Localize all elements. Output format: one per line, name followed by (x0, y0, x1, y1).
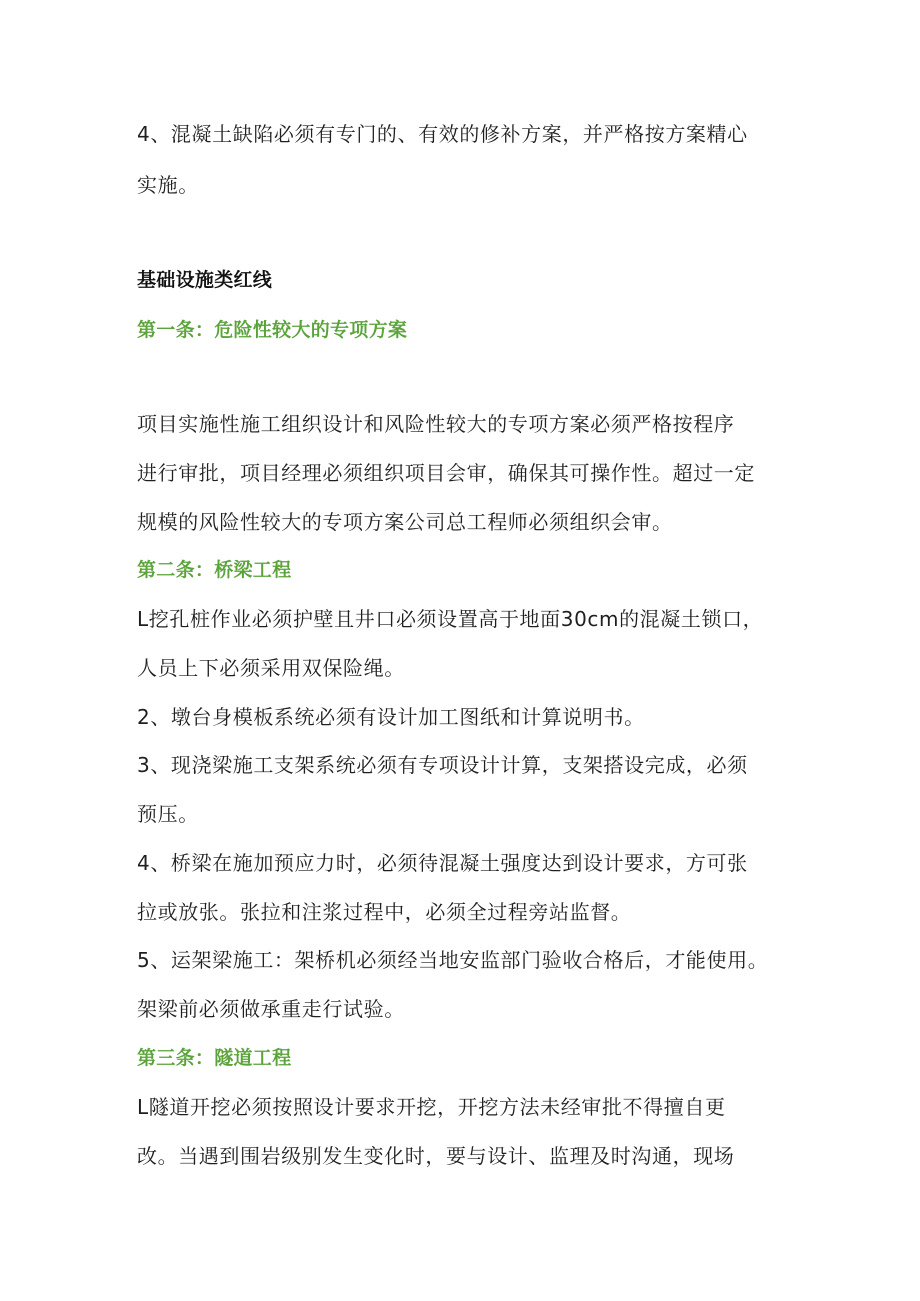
article3-item1-line1: L隧道开挖必须按照设计要求开挖，开挖方法未经审批不得擅自更 (137, 1095, 726, 1119)
article1-para-line1: 项目实施性施工组织设计和风险性较大的专项方案必须严格按程序 (137, 412, 735, 436)
article3-item1-line2: 改。当遇到围岩级别发生变化时，要与设计、监理及时沟通，现场 (137, 1144, 735, 1168)
article3-heading: 第三条：隧道工程 (137, 1047, 292, 1069)
intro-item4-line2: 实施。 (137, 173, 199, 197)
article2-item3-line2: 预压。 (137, 802, 199, 826)
article1-para-line2: 进行审批，项目经理必须组织项目会审，确保其可操作性。超过一定 (137, 461, 755, 485)
article2-item1-line1: L挖孔桩作业必须护壁且井口必须设置高于地面30cm的混凝土锁口， (137, 607, 764, 631)
article2-item1-line2: 人员上下必须采用双保险绳。 (137, 656, 405, 680)
article2-item5-line2: 架梁前必须做承重走行试验。 (137, 997, 405, 1021)
article1-heading: 第一条：危险性较大的专项方案 (137, 319, 408, 341)
article2-item3-line1: 3、现浇梁施工支架系统必须有专项设计计算，支架搭设完成，必须 (137, 753, 748, 777)
article2-item4-line1: 4、桥梁在施加预应力时，必须待混凝土强度达到设计要求，方可张 (137, 851, 748, 875)
article2-item5-line1: 5、运架梁施工：架桥机必须经当地安监部门验收合格后，才能使用。 (137, 948, 769, 972)
article2-item2-line1: 2、墩台身模板系统必须有设计加工图纸和计算说明书。 (137, 705, 645, 729)
article1-para-line3: 规模的风险性较大的专项方案公司总工程师必须组织会审。 (137, 510, 673, 534)
article2-heading: 第二条：桥梁工程 (137, 559, 292, 581)
article2-item4-line2: 拉或放张。张拉和注浆过程中，必须全过程旁站监督。 (137, 900, 632, 924)
intro-item4-line1: 4、混凝土缺陷必须有专门的、有效的修补方案，并严格按方案精心 (137, 122, 748, 146)
section-title: 基础设施类红线 (137, 269, 273, 291)
